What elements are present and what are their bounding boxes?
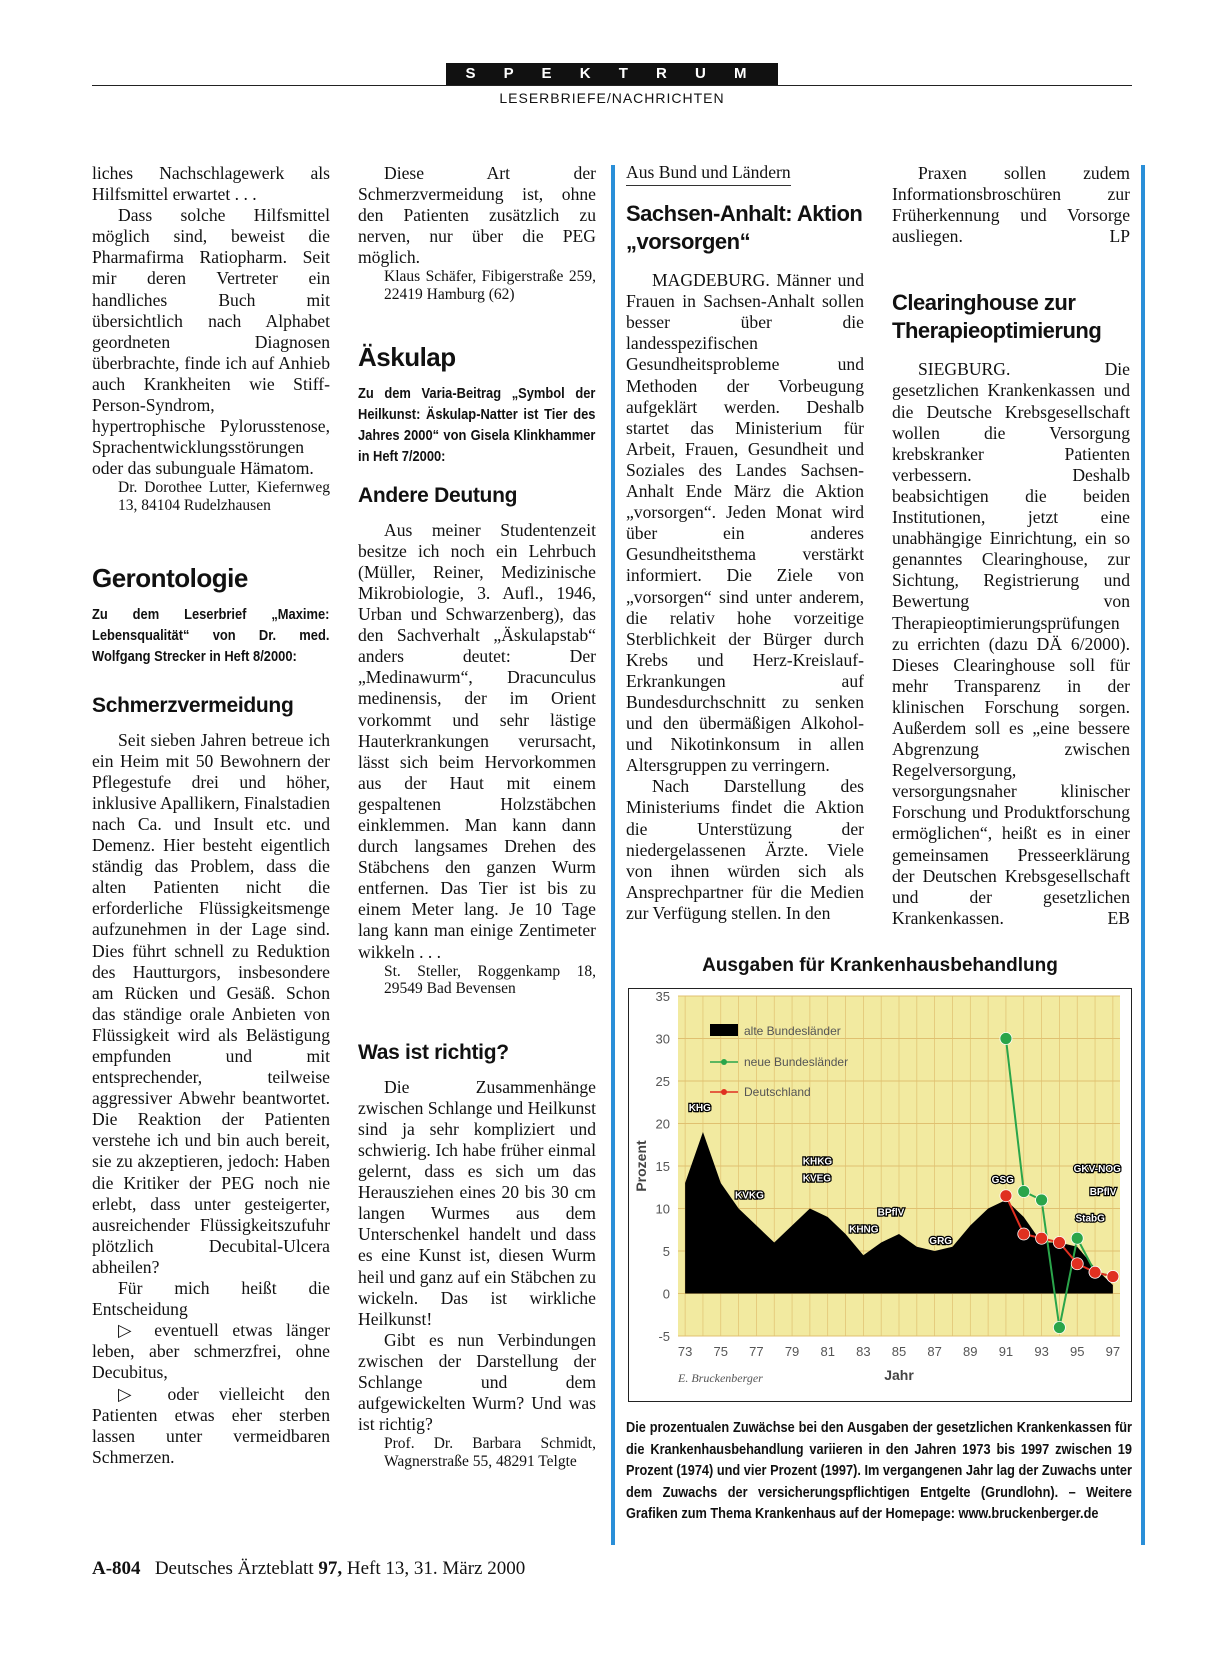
paragraph: Dass solche Hilfsmittel möglich sind, beweist die Pharmafirma Ratiopharm. Seit mir deren Vertreter ein handliches Buch mit übersichtlich nach Alphabet geordneten Diagnosen überbrachte, finde ich auf Anhieb auch Krankheiten wie Stiff-Person-Syndrom, hypertrophische Pylorusstenose, Sprachentwicklungsstörungen oder das subunguale Hämatom. — [92, 205, 330, 479]
chart-annotation: KHKG — [802, 1156, 833, 1168]
signature: Klaus Schäfer, Fibigerstraße 259, 22419 Hamburg (62) — [384, 268, 596, 303]
data-point — [1036, 1194, 1048, 1206]
paragraph-text: Praxen sollen zudem Informationsbroschüren zur Früherkennung und Vorsorge ausliegen. — [892, 163, 1130, 247]
heading-gerontologie: Gerontologie — [92, 563, 248, 594]
heading-sachsen-anhalt: Sachsen-Anhalt: Aktion „vorsorgen“ — [626, 201, 863, 255]
paragraph: liches Nachschlagewerk als Hilfsmittel erwartet . . . — [92, 163, 330, 205]
chart-annotation: KVKG — [735, 1190, 764, 1202]
paragraph: Nach Darstellung des Ministeriums findet die Aktion die Unterstüzung der niedergelassenen Ärzte. Viele von ihnen würden sich als Ansprechpartner für die Medien zur Verfügung stellen. In den — [626, 776, 864, 923]
data-point — [1000, 1190, 1012, 1202]
paragraph: Seit sieben Jahren betreue ich ein Heim mit 50 Bewohnern der Pflegestufe drei und höher, inklusive Apallikern, Finalstadien nach Ca. und Insult etc. und Demenz. Hier besteht eigentlich ständig das Problem, dass die alten Patienten nicht die erforderliche Flüssigkeitsmenge aufzunehmen in der Lage sind. Dies führt schnell zu Reduktion des Hautturgors, insbesondere am Rücken und Gesäß. Schon das ständige orale Anbieten von Flüssigkeit wird als Belästigung empfunden und mit entsprechender, teilweise aggressiver Abwehr beantwortet. Die Reaktion der Patienten verstehe ich und bin auch bereit, sie zu akzeptieren, jedoch: Haben die Kritiker der PEG noch nie erlebt, dass unter gesteigerter, ausreichender Flüssigkeitszufuhr plötzlich Decubital-Ulcera abheilen? — [92, 729, 330, 1277]
header-section: LESERBRIEFE/NACHRICHTEN — [499, 90, 725, 106]
legend-label: Deutschland — [744, 1085, 811, 1099]
data-point — [1071, 1258, 1083, 1270]
data-point — [1000, 1033, 1012, 1045]
footer — [92, 1558, 525, 1580]
list-item: ▷ eventuell etwas länger leben, aber schmerzfrei, ohne Decubitus, — [92, 1320, 330, 1383]
header-rule — [92, 85, 1132, 86]
intro: Zu dem Varia-Beitrag „Symbol der Heilkunst: Äskulap-Natter ist Tier des Jahres 2000“ von Gisela Klinkhammer in Heft 7/2000: — [358, 384, 596, 465]
legend-swatch-alte — [710, 1024, 738, 1036]
column-2 — [358, 163, 596, 1470]
y-tick-label: 10 — [655, 1201, 670, 1217]
data-point — [1018, 1186, 1030, 1198]
data-point — [1089, 1266, 1101, 1278]
x-tick-label: 79 — [784, 1344, 800, 1359]
x-tick-label: 89 — [963, 1344, 978, 1359]
subheading: Andere Deutung — [358, 483, 518, 507]
signature: Dr. Dorothee Lutter, Kiefernweg 13, 84104 Rudelzhausen — [118, 479, 330, 514]
column-1 — [92, 163, 330, 1468]
legend-marker-deutschland — [721, 1089, 727, 1095]
intro: Zu dem Leserbrief „Maxime: Lebensqualität“ von Dr. med. Wolfgang Strecker in Heft 8/2000: — [92, 605, 330, 665]
chart-annotation: GRG — [929, 1236, 953, 1248]
column-divider-right — [1141, 165, 1145, 1545]
subheading: Schmerzvermeidung — [92, 693, 294, 717]
x-tick-label: 93 — [1034, 1344, 1049, 1359]
paragraph: Die Zusammenhänge zwischen Schlange und Heilkunst sind ja sehr kompliziert und schwierig. Ich habe früher einmal gelernt, dass es sich um das Herausziehen eines 20 bis 30 cm langen Wurmes aus dem Unterschenkel handelt und dass es eine Kunst ist, diesen Wurm heil und ganz auf ein Stäbchen zu wickeln. Das ist wirkliche Heilkunst! — [358, 1076, 596, 1329]
paragraph — [892, 359, 1130, 929]
x-tick-label: 73 — [677, 1344, 693, 1359]
header-title: S P E K T R U M — [446, 63, 778, 85]
chart-credit: E. Bruckenberger — [678, 1371, 763, 1385]
chart-annotation: BPflV — [877, 1207, 905, 1219]
legend-label: neue Bundesländer — [744, 1055, 849, 1069]
data-point — [1071, 1232, 1083, 1244]
data-point — [1107, 1271, 1119, 1283]
y-tick-label: 20 — [655, 1116, 670, 1132]
x-tick-label: 81 — [820, 1344, 835, 1359]
x-tick-label: 77 — [749, 1344, 764, 1359]
y-axis-label: Prozent — [633, 1140, 649, 1192]
y-tick-label: 30 — [655, 1031, 670, 1047]
y-tick-label: 35 — [655, 989, 670, 1004]
paragraph: MAGDEBURG. Männer und Frauen in Sachsen-Anhalt sollen besser über die landesspezifischen Gesundheitsprobleme und Methoden der Vorbeugung aufgeklärt werden. Deshalb startet das Ministerium für Arbeit, Frauen, Gesundheit und Soziales des Landes Sachsen-Anhalt Ende März die Aktion „vorsorgen“. Jeden Monat wird über ein anderes Gesundheitsthema verstärkt informiert. Die Ziele von „vorsorgen“ sind unter anderem, die relativ hohe vorzeitige Sterblichkeit der Bürger durch Krebs und Herz-Kreislauf-Erkrankungen auf Bundesdurchschnitt zu senken und den übermäßigen Alkohol- und Nikotinkonsum in allen Altersgruppen zu verringern. — [626, 270, 864, 776]
chart-annotation: KVEG — [802, 1173, 832, 1185]
paragraph: Für mich heißt die Entscheidung — [92, 1278, 330, 1320]
y-tick-label: 5 — [662, 1244, 670, 1259]
paragraph: Diese Art der Schmerzvermeidung ist, ohne den Patienten zusätzlich zu nerven, nur über die PEG möglich. — [358, 163, 596, 268]
paragraph-text: SIEGBURG. Die gesetzlichen Krankenkassen und die Deutsche Krebsgesellschaft wollen die Versorgung krebskranker Patienten verbessern. Deshalb beabsichtigen die beiden Institutionen, jetzt eine unabhängige Einrichtung, ein so genanntes Clearinghouse, zur Sichtung, Registrierung und Bewertung von Therapieoptimierungsprüfungen zu errichten (dazu DÄ 6/2000). Dieses Clearinghouse soll für mehr Transparenz in der klinischen Forschung sorgen. Außerdem soll es „eine bessere Abgrenzung zwischen Regelversorgung, versorgungsnaher klinischer Forschung und Produktforschung ermöglichen“, heißt es in einer gemeinsamen Presseerklärung der Deutschen Krebsgesellschaft und der gesetzlichen Krankenkassen. — [892, 359, 1130, 928]
chart-annotation: GKV-NOG — [1073, 1163, 1121, 1175]
x-tick-label: 87 — [927, 1344, 942, 1359]
heading-askulap: Äskulap — [358, 342, 456, 373]
chart-title: Ausgaben für Krankenhausbehandlung — [702, 955, 1058, 976]
x-tick-label: 85 — [891, 1344, 907, 1359]
volume: 97, — [318, 1558, 343, 1579]
data-point — [1018, 1228, 1030, 1240]
heading-clearinghouse: Clearinghouse zur Therapieoptimierung — [892, 290, 1102, 344]
chart-annotation: KHG — [688, 1102, 711, 1114]
data-point — [1053, 1322, 1065, 1334]
page-number: A-804 — [92, 1558, 141, 1579]
x-tick-label: 95 — [1069, 1344, 1085, 1359]
column-divider-left — [611, 165, 615, 1545]
data-point — [1053, 1237, 1065, 1249]
paragraph — [892, 163, 1130, 247]
x-tick-label: 75 — [713, 1344, 729, 1359]
chart-annotation: GSG — [991, 1175, 1014, 1186]
x-tick-label: 91 — [998, 1344, 1014, 1359]
subheading: Was ist richtig? — [358, 1040, 509, 1064]
issue: Heft 13, 31. März 2000 — [346, 1558, 526, 1579]
signature: St. Steller, Roggenkamp 18, 29549 Bad Bevensen — [384, 962, 596, 998]
y-tick-label: -5 — [658, 1329, 670, 1344]
rubric: Aus Bund und Ländern — [626, 162, 791, 186]
data-point — [1036, 1232, 1048, 1244]
signature: Prof. Dr. Barbara Schmidt, Wagnerstraße 55, 48291 Telgte — [384, 1435, 596, 1470]
legend-marker-neue — [721, 1059, 727, 1065]
journal-name: Deutsches Ärzteblatt — [154, 1558, 314, 1579]
column-4 — [892, 163, 1130, 929]
x-axis-label: Jahr — [884, 1367, 914, 1383]
y-tick-label: 0 — [662, 1286, 670, 1302]
initials: LP — [1109, 226, 1130, 247]
initials: EB — [1107, 907, 1130, 928]
y-tick-label: 25 — [655, 1074, 670, 1089]
paragraph: Gibt es nun Verbindungen zwischen der Darstellung der Schlange und dem aufgewickelten Wurm? Und was ist richtig? — [358, 1329, 596, 1435]
column-3 — [626, 162, 864, 924]
paragraph: Aus meiner Studentenzeit besitze ich noch ein Lehrbuch (Müller, Reiner, Medizinische Mikrobiologie, 3. Aufl., 1946, Urban und Schwarzenberg), das den Sachverhalt „Äskulapstab“ anders deutet: Der „Medinawurm“, Dracunculus medinensis, der im Orient vorkommt und sehr lästige Hauterkrankungen verursacht, lässt sich beim Hervorkommen aus der Haut mit einem gespaltenen Holzstäbchen einklemmen. Man kann dann durch langsames Drehen des Stäbchens den ganzen Wurm entfernen. Das Tier ist bis zu einem Meter lang. Je 10 Tage lang kann man einige Zentimeter wikkeln . . . — [358, 519, 596, 962]
x-tick-label: 83 — [856, 1344, 871, 1359]
legend-label: alte Bundesländer — [744, 1024, 841, 1038]
chart-annotation: BPflV — [1089, 1186, 1117, 1198]
chart-annotation: StabG — [1075, 1213, 1105, 1225]
chart-caption: Die prozentualen Zuwächse bei den Ausgaben der gesetzlichen Krankenkassen für die Krankenhausbehandlung variieren in den Jahren 1973 bis 1997 zwischen 19 Prozent (1974) und vier Prozent (1997). Im vergangenen Jahr lag der Zuwachs unter dem Zuwachs der versicherungspflichtigen Entgelte (Grundlohn). – Weitere Grafiken zum Thema Krankenhaus auf der Homepage: www.bruckenberger.de — [626, 1420, 1132, 1522]
x-tick-label: 97 — [1105, 1344, 1121, 1359]
list-item: ▷ oder vielleicht den Patienten etwas eher sterben lassen unter vermeidbaren Schmerzen. — [92, 1383, 330, 1467]
y-tick-label: 15 — [655, 1159, 670, 1174]
chart-annotation: KHNG — [849, 1224, 879, 1236]
chart — [628, 988, 1132, 1402]
